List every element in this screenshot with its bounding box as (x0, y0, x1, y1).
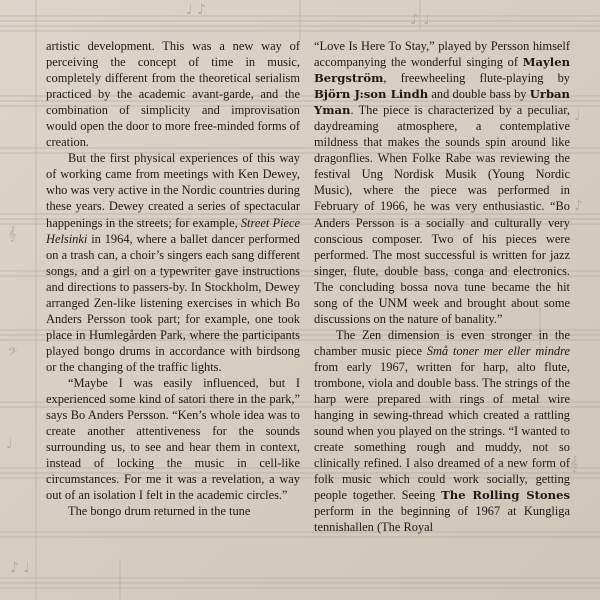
paragraph (314, 327, 570, 536)
musician-name: Urban Yman (314, 87, 570, 118)
text-run: But the first physical experiences of this way of working came from meetings with Ken Dewey, who was very active in the Nordic countries during these years. Dewey created a series of spectacular happenings in the streets; for example, (46, 151, 300, 230)
text-run: from early 1967, written for harp, alto flute, trombone, viola and double bass. The strings of the harp were prepared with rings of metal wire hanging in sewing-thread which created a rattling sound when you played on the strings. “I wanted to create something rough and muddy, not so clinically refined. I also dreamed of a new form of folk music which could work socially, getting people together. Seeing (314, 359, 570, 503)
svg-text:♩: ♩ (6, 436, 13, 452)
text-run: in 1964, where a ballet dancer performed on a trash can, a choir’s singers each sang different songs, and a girl on a typewriter gave instructions and directions to passers-by. In Stockholm, Dewey arranged Zen-like listening exercises in which Bo Anders Persson took part; for example, one took place in Humlegården Park, where the participants played bongo drums in accordance with birdsong or the changing of the traffic lights. (46, 231, 300, 374)
text-run: The Zen dimension is even stronger in the chamber music piece (314, 327, 570, 358)
svg-text:♩: ♩ (574, 108, 581, 124)
svg-text:♩ ♪: ♩ ♪ (186, 2, 206, 18)
text-run: , freewheeling flute-playing by (383, 71, 570, 86)
svg-text:𝄞: 𝄞 (570, 456, 579, 472)
paragraph: artistic development. This was a new way of perceiving the concept of time in music, completely different from the theoretical serialism practiced by the academic avant-garde, and the combination of simplicity and improvisation would open the door to more free-minded forms of creation. (46, 39, 300, 150)
work-title: Street Piece Helsinki (46, 215, 300, 246)
paragraph (314, 38, 570, 327)
paragraph (46, 150, 300, 375)
svg-text:♪ ♩: ♪ ♩ (10, 560, 30, 576)
right-text-column (314, 38, 570, 535)
svg-text:♪: ♪ (574, 198, 583, 214)
paragraph: “Maybe I was easily influenced, but I experienced some kind of satori there in the park,” says Bo Anders Persson. “Ken’s whole idea was to create another attentiveness for the sounds surrounding us, to see and hear them in context, instead of locking the music in cell-like circumstances. For me it was a revelation, a way out of an isolation I felt in the academic circles.” (46, 375, 300, 503)
svg-text:𝄢: 𝄢 (8, 346, 18, 362)
text-run: . The piece is characterized by a peculiar, daydreaming atmosphere, a contemplative mildness that makes the sounds spin around like dragonflies. When Folke Rabe was reviewing the festival Ung Nordisk Musik (Young Nordic Music), where the piece was performed in February of 1966, he was very enthusiastic. “Bo Anders Persson is a socially and culturally very conscious composer. Two of his pieces were performed. The most successful is written for jazz singer, flute, double bass, conga and electronics. The concluding bossa nova tune became the hit song of the UNM week and brought about some discussions on the nature of banality.” (314, 103, 570, 326)
work-title: Små toner mer eller mindre (426, 343, 570, 358)
svg-text:♪ ♩: ♪ ♩ (410, 12, 430, 28)
text-run: perform in the beginning of 1967 at Kungliga tennishallen (The Royal (314, 504, 570, 535)
text-run: and double bass by (428, 87, 530, 102)
band-name: The Rolling Stones (441, 488, 570, 503)
text-run: “Love Is Here To Stay,” played by Persson himself accompanying the wonderful singing of (314, 39, 570, 70)
musician-name: Björn J:son Lindh (314, 87, 429, 102)
paragraph: The bongo drum returned in the tune (68, 504, 251, 519)
musician-name: Maylen Bergström (314, 55, 570, 86)
left-text-column (46, 38, 300, 519)
svg-text:𝄞: 𝄞 (8, 226, 17, 242)
